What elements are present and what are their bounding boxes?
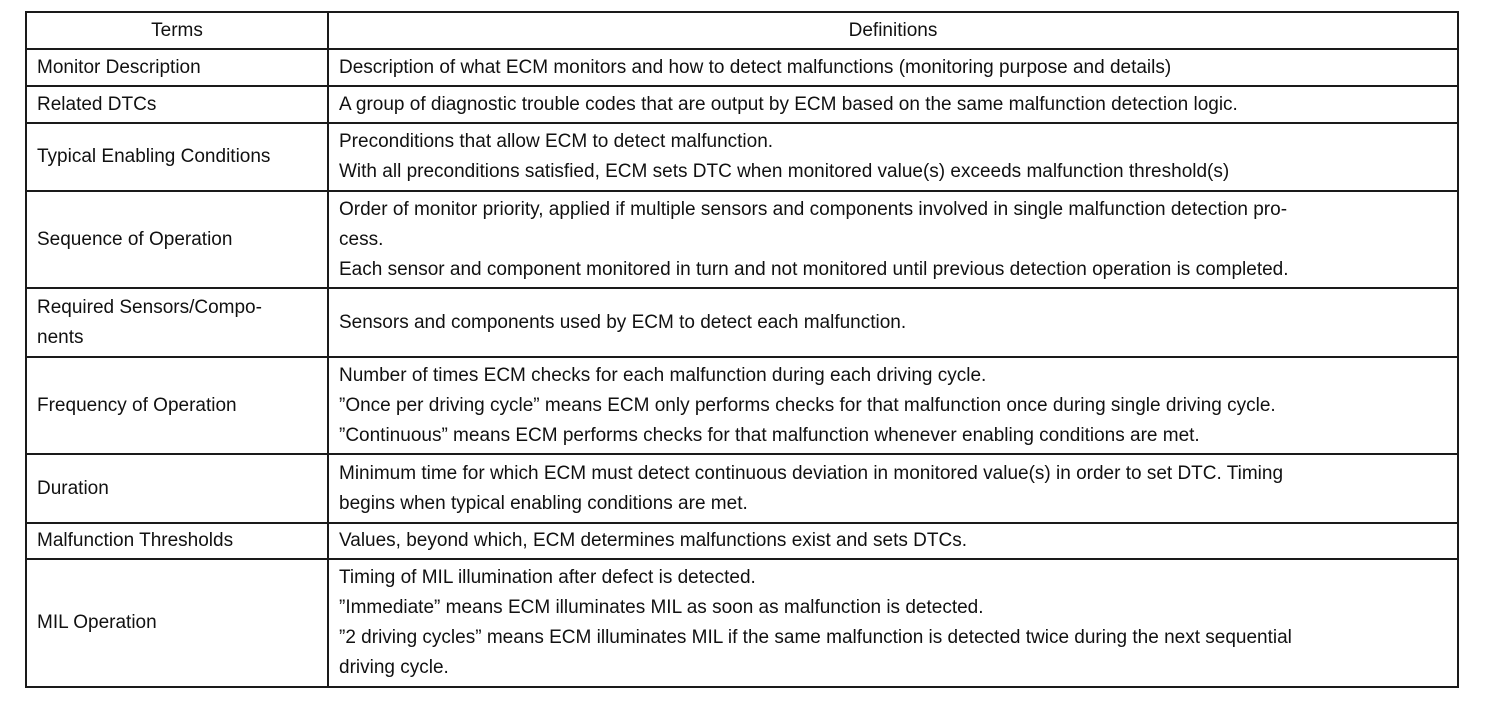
definition-cell xyxy=(328,523,1458,559)
table-row xyxy=(26,454,1458,523)
term-cell: Duration xyxy=(26,454,328,523)
header-terms: Terms xyxy=(26,12,328,49)
definition-cell xyxy=(328,49,1458,86)
definition-line: Order of monitor priority, applied if multiple sensors and components involved in single malfunction detection pro- xyxy=(339,198,1288,220)
definition-line: Preconditions that allow ECM to detect malfunction. xyxy=(339,131,774,152)
definition-line: Timing of MIL illumination after defect is detected. xyxy=(339,567,756,588)
term-cell: Sequence of Operation xyxy=(26,191,328,288)
table-row xyxy=(26,86,1458,123)
definition-cell xyxy=(328,288,1458,357)
definition-line: Number of times ECM checks for each malfunction during each driving cycle. xyxy=(339,364,987,386)
term-cell: Monitor Description xyxy=(26,49,328,86)
definition-cell xyxy=(328,123,1458,191)
table-row xyxy=(26,123,1458,191)
definition-cell xyxy=(328,357,1458,454)
definition-line: Each sensor and component monitored in turn and not monitored until previous detection operation is completed. xyxy=(339,258,1289,280)
table-row xyxy=(26,559,1458,687)
definition-line: ”Continuous” means ECM performs checks for that malfunction whenever enabling conditions are met. xyxy=(339,424,1200,446)
table-header-row xyxy=(26,12,1458,49)
definition-line: A group of diagnostic trouble codes that are output by ECM based on the same malfunction detection logic. xyxy=(339,93,1238,115)
definition-line: ”2 driving cycles” means ECM illuminates MIL if the same malfunction is detected twice during the next sequential xyxy=(339,627,1292,648)
term-cell: Typical Enabling Conditions xyxy=(26,123,328,191)
definition-line: Values, beyond which, ECM determines malfunctions exist and sets DTCs. xyxy=(339,530,967,551)
definition-cell xyxy=(328,559,1458,687)
definition-line: begins when typical enabling conditions are met. xyxy=(339,492,748,514)
table-row xyxy=(26,49,1458,86)
definition-cell xyxy=(328,86,1458,123)
term-cell: Frequency of Operation xyxy=(26,357,328,454)
definition-cell xyxy=(328,191,1458,288)
table-row xyxy=(26,357,1458,454)
term-cell: MIL Operation xyxy=(26,559,328,687)
table-row xyxy=(26,191,1458,288)
definition-line: With all preconditions satisfied, ECM sets DTC when monitored value(s) exceeds malfunction threshold(s) xyxy=(339,161,1230,182)
term-line: Required Sensors/Compo- xyxy=(37,296,262,318)
header-definitions: Definitions xyxy=(328,12,1458,49)
definition-cell xyxy=(328,454,1458,523)
definition-line: Sensors and components used by ECM to detect each malfunction. xyxy=(339,311,907,333)
definition-line: cess. xyxy=(339,228,384,250)
term-cell: Related DTCs xyxy=(26,86,328,123)
terms-definitions-table xyxy=(25,11,1459,688)
term-cell: Malfunction Thresholds xyxy=(26,523,328,559)
definition-line: Minimum time for which ECM must detect continuous deviation in monitored value(s) in order to set DTC. Timing xyxy=(339,462,1284,484)
definition-line: ”Immediate” means ECM illuminates MIL as soon as malfunction is detected. xyxy=(339,597,984,618)
table-row xyxy=(26,288,1458,357)
definition-line: Description of what ECM monitors and how to detect malfunctions (monitoring purpose and details) xyxy=(339,56,1172,78)
definition-line: driving cycle. xyxy=(339,657,449,678)
term-line: nents xyxy=(37,326,84,348)
definition-line: ”Once per driving cycle” means ECM only performs checks for that malfunction once during single driving cycle. xyxy=(339,394,1276,416)
table-row xyxy=(26,523,1458,559)
term-cell xyxy=(26,288,328,357)
